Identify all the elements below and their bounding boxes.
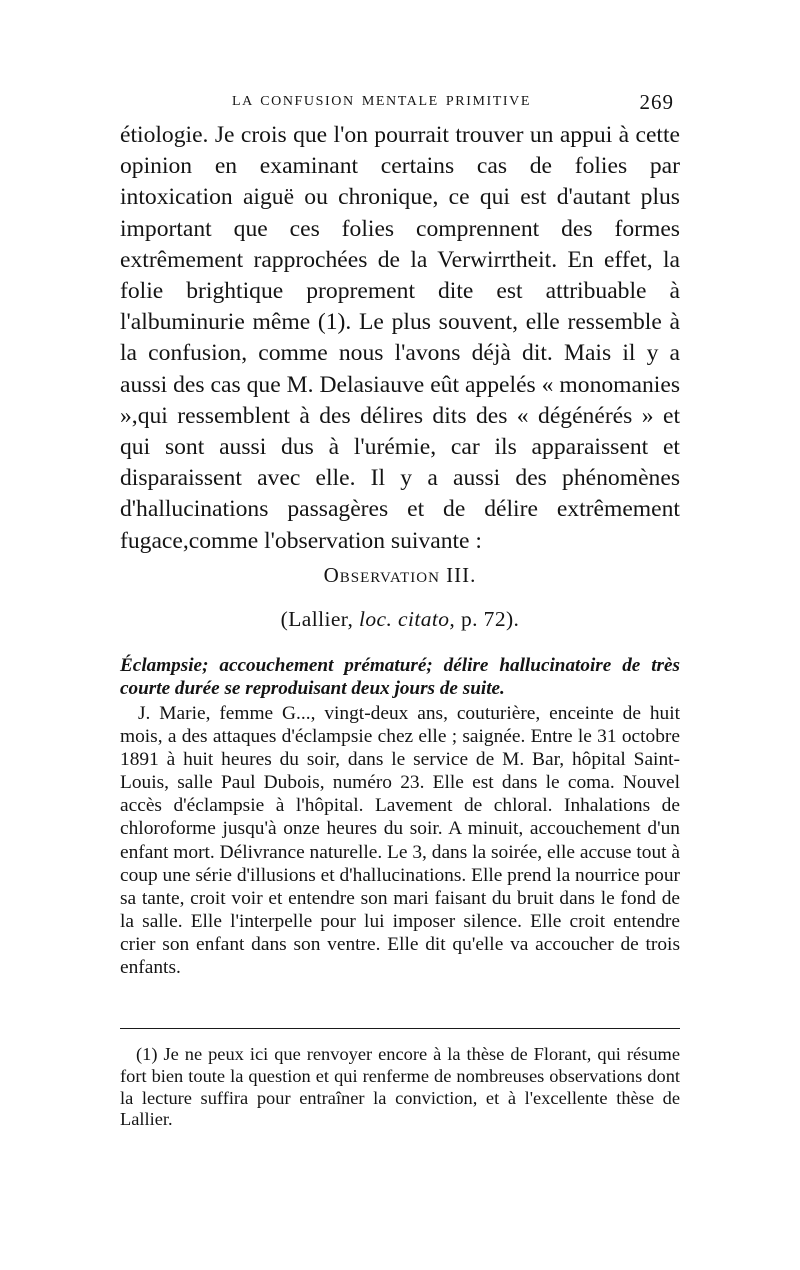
- observation-title-text: Observation III.: [323, 563, 477, 587]
- running-head: [120, 90, 680, 116]
- main-paragraph: étiologie. Je crois que l'on pourrait trouver un appui à cette opinion en examinant certains cas de folies par intoxication aiguë ou chronique, ce qui est d'autant plus important que ces folies comprennent des formes extrêmement rapprochées de la Verwirrtheit. En effet, la folie brightique proprement dite est attribuable à l'albuminurie même (1). Le plus souvent, elle ressemble à la confusion, comme nous l'avons déjà dit. Mais il y a aussi des cas que M. Delasiauve eût appelés « monomanies »,qui ressemblent à des délires dits des « dégénérés » et qui sont aussi dus à l'urémie, car ils apparaissent et disparaissent avec elle. Il y a aussi des phénomènes d'hallucinations passagères et de délire extrêmement fugace,comme l'observation suivante :: [120, 122, 680, 554]
- footnote-divider: [120, 1028, 680, 1029]
- observation-reference: [0, 607, 800, 632]
- running-title: LA CONFUSION MENTALE PRIMITIVE: [232, 94, 532, 109]
- case-summary: Éclampsie; accouchement prématuré; délire hallucinatoire de très courte durée se reproduisant deux jours de suite.: [120, 655, 680, 699]
- observation-title: [0, 563, 800, 588]
- page-number: 269: [639, 90, 674, 114]
- reference-page: p. 72).: [460, 607, 520, 631]
- footnote: (1) Je ne peux ici que renvoyer encore à la thèse de Florant, qui résume fort bien toute la question et qui renferme de nombreuses observations dont la lecture suffira pour entraîner la conviction, et à l'excellente thèse de Lallier.: [120, 1044, 680, 1130]
- case-description: J. Marie, femme G..., vingt-deux ans, couturière, enceinte de huit mois, a des attaques d'éclampsie chez elle ; saignée. Entre le 31 octobre 1891 à huit heures du soir, dans le service de M. Bar, hôpital Saint-Louis, salle Paul Dubois, numéro 23. Elle est dans le coma. Nouvel accès d'éclampsie à l'hôpital. Lavement de chloral. Inhalations de chloroforme jusqu'à onze heures du soir. A minuit, accouchement d'un enfant mort. Délivrance naturelle. Le 3, dans la soirée, elle accuse tout à coup une série d'illusions et d'hallucinations. Elle prend la nourrice pour sa tante, croit voir et entendre son mari faisant du bruit dans le fond de la salle. Elle l'interpelle pour lui imposer silence. Elle croit entendre crier son enfant dans son ventre. Elle dit qu'elle va accoucher de trois enfants.: [120, 703, 681, 979]
- reference-work: loc. citato,: [359, 607, 456, 631]
- reference-author: (Lallier,: [280, 607, 354, 631]
